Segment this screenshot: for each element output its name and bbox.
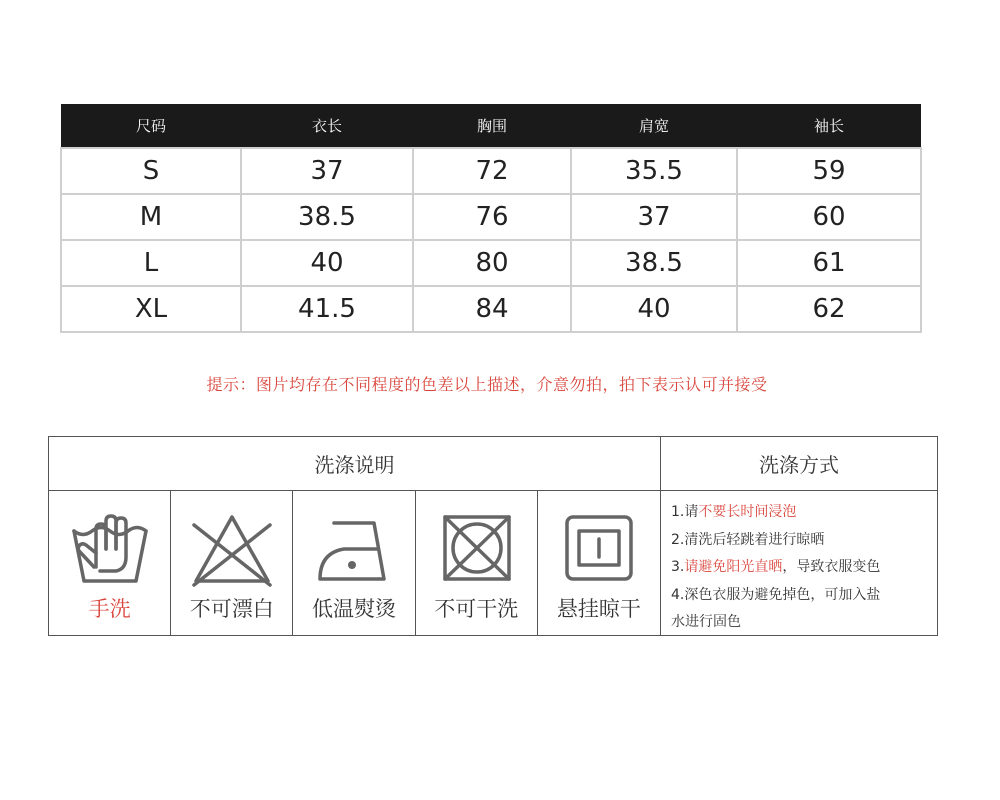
size-cell: S [61,148,241,194]
care-icon-cell [416,491,538,635]
table-row [61,286,921,332]
chest-cell: 72 [413,148,571,194]
wash-methods-list [661,491,937,635]
care-instructions-table [48,436,938,636]
length-cell: 37 [241,148,413,194]
hand-wash-label: 手洗 [88,597,131,621]
color-difference-notice: 提示：图片均存在不同程度的色差以上描述，介意勿拍，拍下表示认可并接受 [206,375,768,394]
header-length: 衣长 [241,104,413,148]
length-cell: 41.5 [241,286,413,332]
care-icon-cell [49,491,171,635]
header-shoulder: 肩宽 [571,104,737,148]
sleeve-cell: 59 [737,148,921,194]
care-icon-cell [293,491,415,635]
size-cell: XL [61,286,241,332]
header-chest: 胸围 [413,104,571,148]
sleeve-cell: 60 [737,194,921,240]
shoulder-cell: 37 [571,194,737,240]
low-iron-icon [314,509,394,587]
no-dry-clean-icon [437,509,517,587]
list-item: 3.请避免阳光直晒，导致衣服变色 [671,559,881,575]
care-icons-row [49,491,661,635]
wash-methods-title: 洗涤方式 [661,437,937,491]
sleeve-cell: 62 [737,286,921,332]
care-instructions-title: 洗涤说明 [49,437,661,491]
size-chart-header-row [61,104,921,148]
shoulder-cell: 40 [571,286,737,332]
chest-cell: 80 [413,240,571,286]
header-sleeve: 袖长 [737,104,921,148]
length-cell: 40 [241,240,413,286]
line-dry-label: 悬挂晾干 [556,597,641,621]
no-bleach-icon [192,509,272,587]
table-row [61,194,921,240]
line-dry-icon [559,509,639,587]
no-dry-clean-label: 不可干洗 [434,597,519,621]
size-chart-table [60,104,922,333]
list-item: 4.深色衣服为避免掉色，可加入盐 [671,586,881,603]
table-row [61,240,921,286]
header-size: 尺码 [61,104,241,148]
care-icon-cell [171,491,293,635]
length-cell: 38.5 [241,194,413,240]
list-item: 水进行固色 [671,614,741,630]
list-item: 1.请不要长时间浸泡 [671,504,797,520]
sleeve-cell: 61 [737,240,921,286]
chest-cell: 84 [413,286,571,332]
size-cell: M [61,194,241,240]
shoulder-cell: 38.5 [571,240,737,286]
size-cell: L [61,240,241,286]
care-icon-cell [538,491,660,635]
list-item: 2.清洗后轻跳着进行晾晒 [671,531,825,548]
chest-cell: 76 [413,194,571,240]
shoulder-cell: 35.5 [571,148,737,194]
low-iron-label: 低温熨烫 [312,597,396,621]
table-row [61,148,921,194]
no-bleach-label: 不可漂白 [189,597,274,621]
hand-wash-icon [70,509,150,587]
